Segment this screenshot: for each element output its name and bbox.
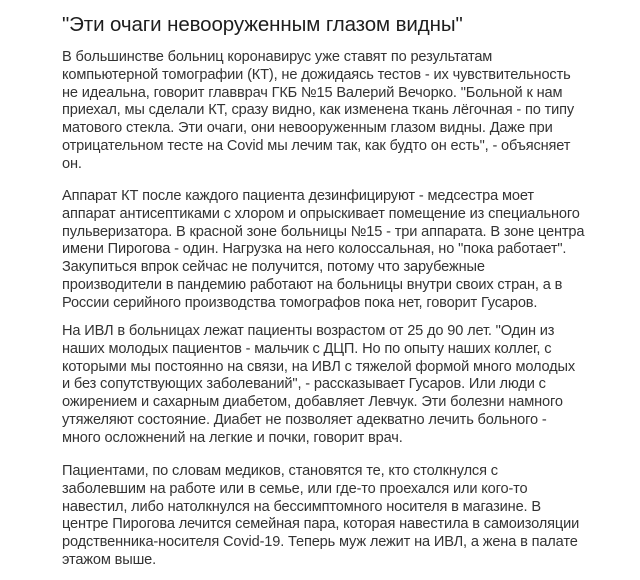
text-line: приехал, мы сделали КТ, сразу видно, как изменена ткань лёгочная - по типу [62, 102, 575, 119]
paragraph-infection-sources [62, 463, 579, 570]
text-line: На ИВЛ в больницах лежат пациенты возрастом от 25 до 90 лет. "Один из [62, 323, 555, 339]
text-line: В большинстве больниц коронавирус уже ставят по результатам [62, 49, 493, 65]
text-line: центре Пирогова лечится семейная пара, которая навестила в самоизоляции [62, 516, 580, 533]
text-line: компьютерной томографии (КТ), не дожидаясь тестов - их чувствительность [62, 66, 571, 83]
paragraph-ct-disinfection [62, 188, 584, 313]
text-line: отрицательном тесте на Covid мы лечим так, как будто он есть", - объясняет [62, 137, 571, 154]
text-line: пульверизатора. В красной зоне больницы №15 - три аппарата. В зоне центра [62, 223, 585, 240]
text-line: он. [62, 155, 82, 172]
text-line: ожирением и сахарным диабетом, добавляет Левчук. Эти болезни намного [62, 394, 563, 411]
text-line: имени Пирогова - один. Нагрузка на него колоссальная, но "пока работает". [62, 241, 567, 258]
paragraph-ventilator-patients [62, 323, 575, 448]
text-line: родственника-носителя Covid-19. Теперь муж лежит на ИВЛ, а жена в палате [62, 534, 578, 551]
text-line: матового стекла. Эти очаги, они невооруженным глазом видны. Даже при [62, 120, 553, 137]
text-line: навестил, либо натолкнулся на бессимптомного носителя в магазине. В [62, 498, 541, 515]
text-line: утяжеляют состояние. Диабет не позволяет адекватно лечить больного - [62, 411, 547, 428]
article-section-title: "Эти очаги невооруженным глазом видны" [62, 13, 463, 36]
text-line: наших молодых пациентов - мальчик с ДЦП. Но по опыту наших коллег, с [62, 340, 552, 357]
text-line: России серийного производства томографов пока нет, говорит Гусаров. [62, 294, 538, 311]
text-line: Закупиться впрок сейчас не получится, потому что зарубежные [62, 259, 485, 276]
text-line: заболевшим на работе или в семье, или где-то проехался или кого-то [62, 480, 528, 497]
text-line: Аппарат КТ после каждого пациента дезинфицируют - медсестра моет [62, 188, 534, 204]
text-line: производители в пандемию работают на больницы внутри своих стран, а в [62, 276, 563, 293]
text-line: Пациентами, по словам медиков, становятся те, кто столкнулся с [62, 463, 498, 479]
text-line: не идеальна, говорит главврач ГКБ №15 Валерий Вечорко. "Больной к нам [62, 84, 563, 101]
text-line: и без сопутствующих заболеваний", - рассказывает Гусаров. Или люди с [62, 376, 546, 393]
text-line: много осложнений на легкие и почки, говорит врач. [62, 429, 403, 446]
text-line: аппарат антисептиками с хлором и опрыскивает помещение из специального [62, 205, 580, 222]
text-line: которыми мы постоянно на связи, на ИВЛ с тяжелой формой много молодых [62, 358, 576, 375]
paragraph-ct-diagnosis [62, 49, 574, 174]
text-line: этажом выше. [62, 551, 157, 568]
